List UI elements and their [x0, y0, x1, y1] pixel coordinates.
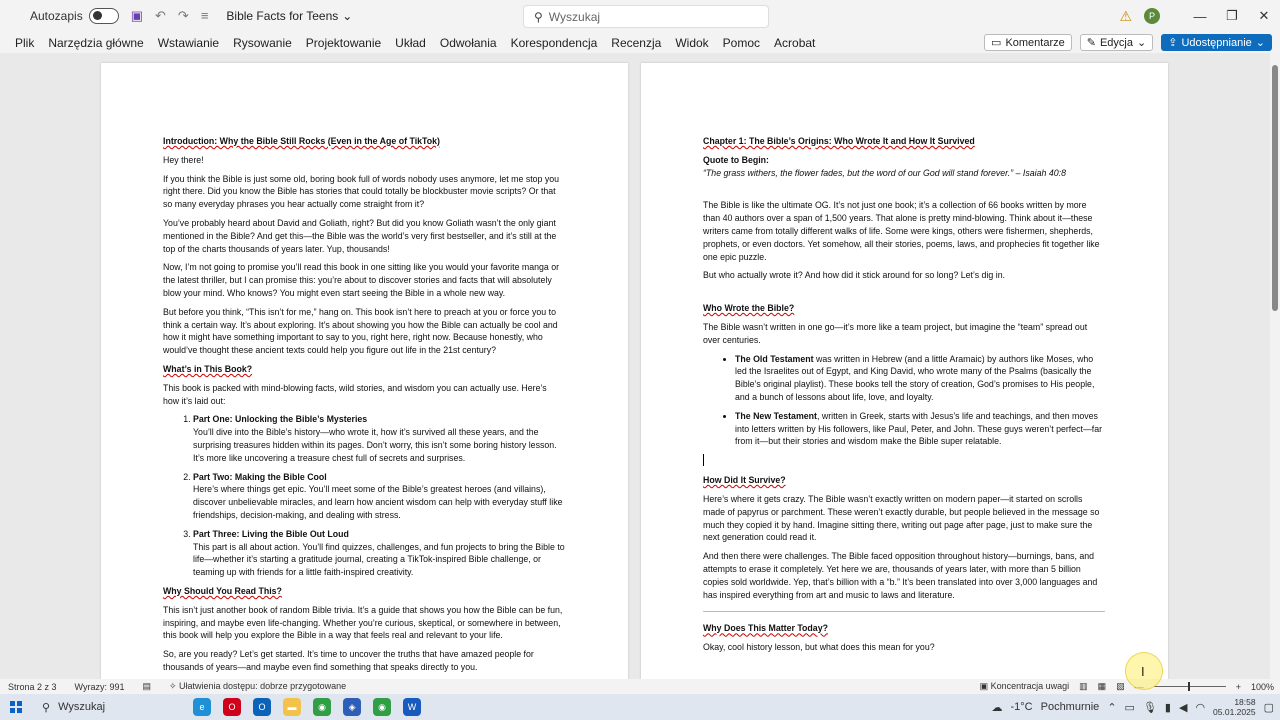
volume-icon[interactable]: ◀	[1178, 701, 1188, 714]
title-bar	[0, 0, 1280, 32]
edge-icon[interactable]: e	[193, 698, 211, 716]
chevron-up-icon[interactable]: ⌃	[1107, 701, 1117, 714]
app-icon[interactable]: ◈	[343, 698, 361, 716]
comments-button[interactable]: ▭ Komentarze	[984, 34, 1072, 51]
paragraph: But before you think, “This isn’t for me,” hang on. This book isn’t here to preach at you or force you to think a certain way. It’s about exploring. It’s about showing you how the Bible can actually be cool and how it might have something important to say to you, right here, right now. Because honestly, who would’ve thought these ancient texts could help you figure out life in the 21st century?	[163, 306, 558, 356]
close-icon[interactable]: ✕	[1258, 8, 1270, 23]
page-left[interactable]	[101, 63, 628, 679]
paragraph: This isn’t just another book of random Bible trivia. It’s a guide that shows you how the Bible can be fun, inspiring, and maybe even life-changing. Whether you’re curious, skeptical, or somewhere in between, this book will help you explore the Bible in a way that feels real and relevant to your life.	[163, 604, 563, 641]
word-icon[interactable]: W	[403, 698, 421, 716]
who-heading: Who Wrote the Bible?	[703, 303, 795, 314]
tab-help[interactable]: Pomoc	[722, 35, 761, 50]
intro-heading: Introduction: Why the Bible Still Rocks (Even in the Age of TikTok)	[163, 136, 440, 146]
tab-insert[interactable]: Wstawianie	[157, 35, 220, 50]
list-item: 2. Part Two: Making the Bible Cool Here’s where things get epic. You’ll meet some of the Bible’s greatest heroes (and villains), discover unbelievable miracles, and learn how ancient wisdom can help with everyday stuff like friendships, decision-making, and dealing with stress.	[193, 471, 565, 522]
quote-label: Quote to Begin:	[703, 154, 769, 165]
weather-temp[interactable]: -1°C	[1010, 701, 1033, 713]
divider	[703, 611, 1105, 612]
paragraph: Now, I’m not going to promise you’ll read this book in one sitting like you would your favorite manga or the latest thriller, but I can promise this: you’re about to discover stories and facts that will absolutely blow your mind. Who knows? You might even start seeing the Bible in a whole new way.	[163, 262, 560, 298]
taskbar-search[interactable]: ⚲ Wyszukaj	[42, 701, 106, 714]
battery-icon[interactable]: ▮	[1164, 701, 1171, 714]
taskbar	[0, 694, 1280, 720]
accessibility-icon: ✧	[168, 681, 180, 691]
print-layout-icon[interactable]: ▦	[1097, 681, 1107, 691]
save-icon[interactable]: ▣	[130, 8, 143, 23]
read-mode-icon[interactable]: ▥	[1079, 681, 1088, 691]
paragraph: But who actually wrote it? And how did it stick around for so long? Let’s dig in.	[703, 270, 1006, 281]
whats-heading: What’s in This Book?	[163, 363, 253, 374]
vertical-scrollbar[interactable]	[1270, 53, 1280, 679]
weather-desc[interactable]: Pochmurnie	[1040, 701, 1100, 713]
tab-layout[interactable]: Układ	[395, 35, 426, 50]
paragraph: Here’s where it gets crazy. The Bible wasn’t exactly written on modern paper—it started on scrolls made of papyrus or parchment. These weren’t exactly durable, but people believed in the message so much they copied it by hand. Imagine sitting there, writing out page after page, just to make sure the next generation could read it.	[703, 493, 1100, 543]
chevron-down-icon: ⌄	[1137, 37, 1147, 49]
outlook-icon[interactable]: O	[253, 698, 271, 716]
web-layout-icon[interactable]: ▧	[1116, 681, 1125, 691]
zoom-in-icon[interactable]: +	[1235, 681, 1241, 692]
chapter-heading: Chapter 1: The Bible’s Origins: Who Wrote It and How It Survived	[703, 136, 975, 146]
zoom-level[interactable]: 100%	[1250, 681, 1274, 692]
restore-icon[interactable]: ❐	[1226, 8, 1238, 23]
list-item: • The Old Testament was written in Hebrew (and a little Aramaic) by authors like Moses, who led the Israelites out of Egypt, and King David, who wrote many of the Psalms (basically the Bible’s original playlist). These books tell the story of creation, God’s promises to His people, and a bunch of lessons about life, love, and loyalty.	[735, 353, 1105, 404]
paragraph: If you think the Bible is just some old, boring book full of words nobody uses anymore, let me stop you right there. Did you know the Bible has stories that could totally be blockbuster movie scripts? Or that so many everyday phrases you hear actually come straight from it?	[163, 173, 560, 210]
notification-icon[interactable]: ▢	[1263, 701, 1274, 714]
wifi-icon[interactable]: ◠	[1195, 701, 1206, 714]
tab-plik[interactable]: Plik	[15, 35, 35, 50]
list-item: 3. Part Three: Living the Bible Out Loud This part is all about action. You’ll find quizzes, challenges, and fun projects to bring the Bible to life—whether it’s starting a gratitude journal, creating a TikTok-inspired Bible challenge, or teaming up with friends for a little faith-inspired creativity.	[193, 528, 565, 579]
paragraph: And then there were challenges. The Bible faced opposition throughout history—burnings, bans, and attempts to erase it completely. Yet here we are, thousands of years later, with more than 5 billion copies sold worldwide. Yep, that’s billion with a “b.” It’s been translated into over 3,000 languages and has inspired everything from art and music to laws and literature.	[703, 551, 1098, 600]
document-title[interactable]: Bible Facts for Teens ⌄	[226, 9, 353, 23]
page-right[interactable]	[641, 63, 1168, 679]
search-box[interactable]	[523, 5, 769, 28]
why-heading: Why Should You Read This?	[163, 585, 282, 596]
date: 05.01.2025	[1213, 707, 1256, 717]
quote-text: “The grass withers, the flower fades, but the word of our God will stand forever.” – Isaiah 40:8	[703, 167, 1066, 178]
editing-button[interactable]: ✎ Edycja ⌄	[1080, 34, 1153, 51]
paragraph: Okay, cool history lesson, but what does this mean for you?	[703, 642, 935, 653]
search-icon: ⚲	[42, 701, 51, 714]
network-icon[interactable]: ▭	[1124, 701, 1135, 714]
weather-icon[interactable]: ☁	[991, 701, 1003, 714]
tab-draw[interactable]: Rysowanie	[233, 35, 292, 50]
parts-list	[163, 413, 565, 579]
list-item: 1. Part One: Unlocking the Bible’s Mysteries You’ll dive into the Bible’s history—who wrote it, how it’s survived all these years, and the surprising treasures hidden within its pages. Don’t worry, this isn’t some boring history lesson. It’s more like uncovering a treasure chest full of secrets and surprises.	[193, 413, 565, 464]
list-item: • The New Testament, written in Greek, starts with Jesus’s life and teachings, and then moves into letters written by His followers, like Paul, Peter, and John. These guys weren’t perfect—far from it—but their stories and wisdom make the Bible super relatable.	[735, 410, 1105, 448]
tab-mailings[interactable]: Korespondencja	[510, 35, 598, 50]
scrollbar-thumb[interactable]	[1272, 65, 1278, 311]
undo-icon[interactable]: ↶	[155, 8, 166, 23]
paragraph: So, are you ready? Let’s get started. It’s time to uncover the truths that have amazed people for thousands of years—and maybe even find something that speaks directly to you.	[163, 649, 534, 672]
tab-design[interactable]: Projektowanie	[305, 35, 382, 50]
paragraph: The Bible wasn’t written in one go—it’s more like a team project, but imagine the “team” spread out over centuries.	[703, 321, 1088, 345]
testament-list	[703, 353, 1105, 449]
minimize-icon[interactable]: —	[1193, 8, 1207, 24]
search-icon: ⚲	[534, 9, 543, 24]
avatar[interactable]: P	[1144, 8, 1160, 24]
focus-button[interactable]: ▣ Koncentracja uwagi	[979, 681, 1070, 691]
quick-access-toolbar	[131, 8, 209, 24]
autosave-label: Autozapis	[30, 9, 83, 23]
tab-home[interactable]: Narzędzia główne	[48, 35, 144, 50]
greeting: Hey there!	[163, 154, 204, 165]
paragraph: You’ve probably heard about David and Goliath, right? But did you know Goliath wasn’t the only giant mentioned in the Bible? And get this—the Bible was the world’s very first bestseller, and it’s still at the top of the charts thousands of years later. Yup, thousands!	[163, 217, 557, 254]
windows-start-icon[interactable]	[10, 701, 22, 713]
opera-icon[interactable]: O	[223, 698, 241, 716]
chevron-down-icon: ⌄	[1255, 37, 1265, 49]
comment-icon: ▭	[991, 37, 1002, 49]
redo-icon[interactable]: ↷	[177, 8, 189, 23]
microphone-icon[interactable]: 🎙	[1142, 701, 1157, 714]
accessibility-status[interactable]: ✧ Ułatwienia dostępu: dobrze przygotowane	[168, 681, 347, 691]
file-explorer-icon[interactable]: ▬	[283, 698, 301, 716]
tab-view[interactable]: Widok	[675, 35, 709, 50]
ibeam-cursor-icon: I	[1141, 664, 1145, 679]
focus-icon: ▣	[979, 681, 991, 691]
survive-heading: How Did It Survive?	[703, 475, 786, 486]
chrome-icon[interactable]: ◉	[313, 698, 331, 716]
share-button[interactable]: ⇪ Udostępnianie ⌄	[1161, 34, 1272, 51]
page-count[interactable]: Strona 2 z 3	[8, 681, 57, 692]
pencil-icon: ✎	[1086, 37, 1096, 49]
customize-icon[interactable]: ≡	[200, 8, 209, 23]
paragraph: This book is packed with mind-blowing facts, wild stories, and wisdom you can actually use. Here’s how it’s laid out:	[163, 382, 547, 406]
autosave[interactable]	[30, 8, 119, 24]
warning-icon[interactable]: ⚠	[1119, 7, 1132, 24]
tab-references[interactable]: Odwołania	[439, 35, 497, 50]
chrome-profile-icon[interactable]: ◉	[373, 698, 391, 716]
search-placeholder: Wyszukaj	[548, 9, 601, 24]
status-bar	[0, 679, 1280, 694]
zoom-slider[interactable]	[1154, 686, 1226, 687]
clock[interactable]	[1213, 697, 1256, 717]
document-canvas[interactable]	[0, 53, 1270, 679]
proofing-icon[interactable]: ▤	[142, 681, 151, 691]
ribbon-tabs	[0, 32, 1280, 54]
tab-acrobat[interactable]: Acrobat	[774, 35, 816, 50]
chevron-down-icon: ⌄	[342, 9, 353, 23]
paragraph: The Bible is like the ultimate OG. It’s not just one book; it’s a collection of 66 books written by more than 40 authors over a span of 1,500 years. That alone is pretty mind-blowing. Think about it—these writers came from totally different walks of life. Some were kings, others were fishermen, shepherds, prophets, or even doctors. Yet somehow, all their stories, poems, laws, and prophecies fit together like one epic puzzle.	[703, 200, 1100, 262]
time: 18:58	[1234, 697, 1256, 707]
matter-heading: Why Does This Matter Today?	[703, 623, 828, 634]
autosave-toggle[interactable]	[89, 8, 119, 24]
word-count[interactable]: Wyrazy: 991	[74, 681, 125, 692]
tab-review[interactable]: Recenzja	[611, 35, 662, 50]
text-cursor	[703, 454, 704, 466]
share-icon: ⇪	[1168, 37, 1178, 49]
